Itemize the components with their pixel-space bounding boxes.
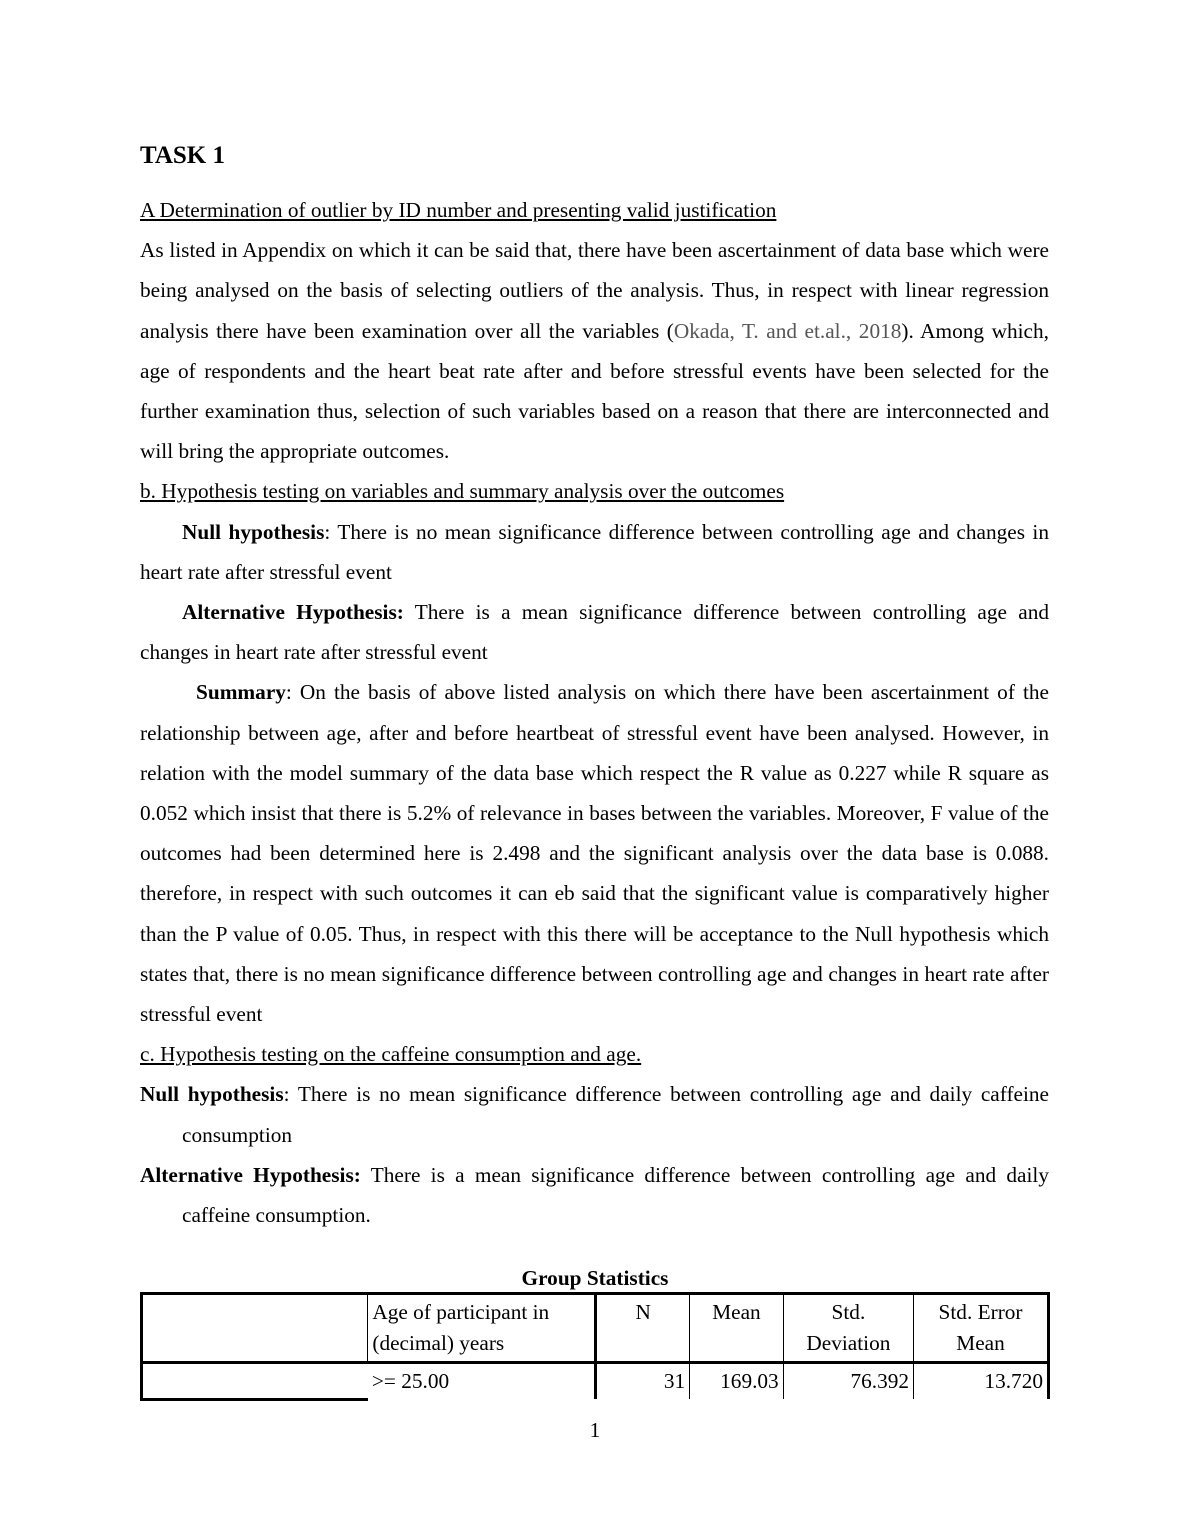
page-content <box>140 138 1049 1235</box>
header-cell-std-error-mean: Std. Error Mean <box>914 1294 1049 1363</box>
header-cell-blank <box>142 1294 368 1363</box>
alt-hypothesis-label: Alternative Hypothesis: <box>182 600 404 625</box>
section-a-text-start: As listed in Appendix on which it can be said that, there have been ascertainment of data base which were being analysed on the basis of selecting outliers of the analysis. Thus, in respect with linear regression analysis there have been examination over all the variables ( <box>140 238 1049 343</box>
section-a-title: A Determination of outlier by ID number and presenting valid justification <box>140 198 777 222</box>
header-cell-n: N <box>596 1294 690 1363</box>
table-caption: Group Statistics <box>521 1266 669 1290</box>
table-header-row <box>142 1294 1049 1363</box>
citation: Okada, T. and et.al., 2018 <box>673 318 902 343</box>
null-hypothesis-text: : There is no mean significance difference between controlling age and daily caffeine consumption <box>182 1082 1050 1147</box>
section-b-summary <box>140 672 1049 1034</box>
section-c-null-hypothesis <box>140 1074 1049 1154</box>
group-statistics-table-wrapper <box>140 1264 1050 1401</box>
row-cell-std-deviation: 76.392 <box>783 1363 913 1400</box>
null-hypothesis-text: : There is no mean significance difference between controlling age and changes in heart rate after stressful event <box>140 519 1049 584</box>
row-cell-blank <box>142 1363 368 1400</box>
page-number: 1 <box>589 1418 601 1442</box>
alt-hypothesis-label: Alternative Hypothesis: <box>140 1162 361 1187</box>
section-b-title: b. Hypothesis testing on variables and summary analysis over the outcomes <box>140 479 785 504</box>
section-c-alt-hypothesis <box>140 1155 1049 1235</box>
null-hypothesis-label: Null hypothesis <box>182 519 325 544</box>
header-cell-std-deviation: Std. Deviation <box>783 1294 913 1363</box>
alt-hypothesis-text: There is a mean significance difference between controlling age and daily caffeine consumption. <box>182 1162 1049 1228</box>
null-hypothesis-label: Null hypothesis <box>140 1082 284 1107</box>
group-statistics-table <box>140 1292 1050 1401</box>
alt-hypothesis-text: There is a mean significance difference between controlling age and changes in heart rate after stressful event <box>140 600 1049 665</box>
section-a-text-end: ). Among which, age of respondents and the heart beat rate after and before stressful events have been selected for the further examination thus, selection of such variables based on a reason that there are interconnected and will bring the appropriate outcomes. <box>140 318 1049 464</box>
row-cell-mean: 169.03 <box>690 1363 784 1400</box>
summary-label: Summary <box>196 680 286 705</box>
section-b-alt-hypothesis <box>140 592 1049 672</box>
row-cell-age-group: >= 25.00 <box>368 1363 596 1400</box>
row-cell-n: 31 <box>596 1363 690 1400</box>
section-b-null-hypothesis <box>140 512 1049 592</box>
section-a-paragraph <box>140 230 1049 471</box>
row-cell-std-error-mean: 13.720 <box>914 1363 1049 1400</box>
header-cell-mean: Mean <box>690 1294 784 1363</box>
table-row <box>142 1363 1049 1400</box>
summary-text: : On the basis of above listed analysis on which there have been ascertainment of the relationship between age, after and before heartbeat of stressful event have been analysed. However, in relation with the model summary of the data base which respect the R value as 0.227 while R square as 0.052 which insist that there is 5.2% of relevance in bases between the variables. Moreover, F value of the outcomes had been determined here is 2.498 and the significant analysis over the data base is 0.088. therefore, in respect with such outcomes it can eb said that the significant value is comparatively higher than the P value of 0.05. Thus, in respect with this there will be acceptance to the Null hypothesis which states that, there is no mean significance difference between controlling age and changes in heart rate after stressful event <box>140 680 1049 1027</box>
section-c-title: c. Hypothesis testing on the caffeine consumption and age. <box>140 1042 642 1067</box>
task-heading: TASK 1 <box>140 142 225 169</box>
header-cell-age: Age of participant in (decimal) years <box>368 1294 596 1363</box>
